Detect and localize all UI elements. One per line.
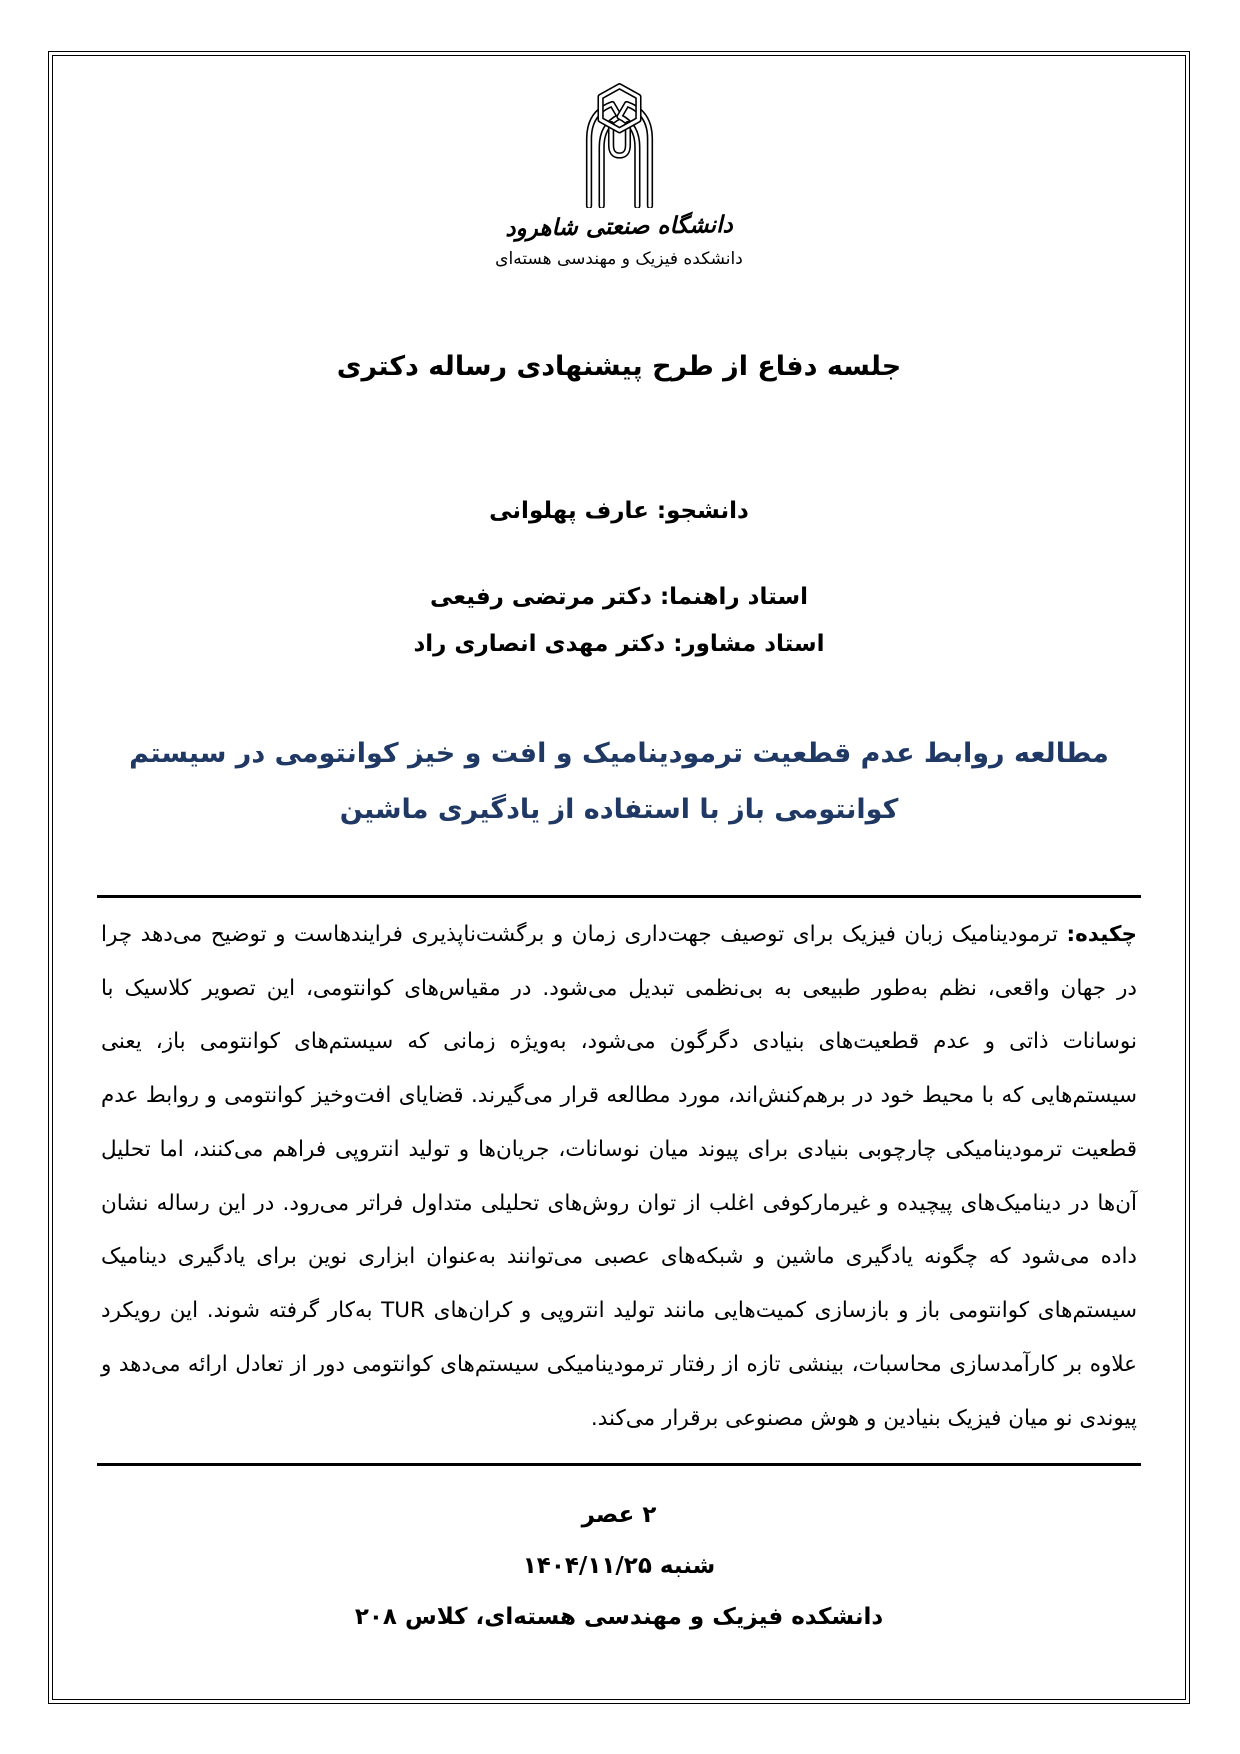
advisor-line: استاد مشاور: دکتر مهدی انصاری راد	[413, 631, 825, 658]
session-title: جلسه دفاع از طرح پیشنهادی رساله دکتری	[336, 351, 902, 382]
advisors-block	[97, 574, 1141, 668]
thesis-title: مطالعه روابط عدم قطعیت ترمودینامیک و افت و خیز کوانتومی در سیستم کوانتومی باز با استفاده از یادگیری ماشین	[129, 738, 1109, 825]
student-line: دانشجو: عارف پهلوانی	[489, 498, 749, 524]
schedule-block	[97, 1490, 1141, 1642]
abstract-section	[97, 895, 1141, 1467]
page-border-frame	[52, 55, 1186, 1700]
faculty-name: دانشکده فیزیک و مهندسی هسته‌ای	[495, 249, 743, 269]
university-name-calligraphy: دانشگاه صنعتی شاهرود	[505, 212, 733, 242]
supervisor-line: استاد راهنما: دکتر مرتضی رفیعی	[429, 584, 808, 610]
schedule-date: شنبه ۱۴۰۴/۱۱/۲۵	[522, 1553, 716, 1580]
schedule-location: دانشکده فیزیک و مهندسی هسته‌ای، کلاس ۲۰۸	[354, 1603, 884, 1630]
abstract-body: ترمودینامیک زبان فیزیک برای توصیف جهت‌داری زمان و برگشت‌ناپذیری فرایندهاست و توضیح می‌دهد چرا در جهان واقعی، نظم به‌طور طبیعی به بی‌نظمی تبدیل می‌شود. در مقیاس‌های کوانتومی، این تصویر کلاسیک با نوسانات ذاتی و عدم قطعیت‌های بنیادی دگرگون می‌شود، به‌ویژه زمانی که سیستم‌های کوانتومی باز، یعنی سیستم‌هایی که با محیط خود در برهم‌کنش‌اند، مورد مطالعه قرار می‌گیرند. قضایای افت‌وخیز کوانتومی و روابط عدم قطعیت ترمودینامیکی چارچوبی بنیادی برای پیوند میان نوسانات، جریان‌ها و تولید انتروپی فراهم می‌کنند، اما تحلیل آن‌ها در دینامیک‌های پیچیده و غیرمارکوفی اغلب از توان روش‌های تحلیلی متداول فراتر می‌رود. در این رساله نشان داده می‌شود که چگونه یادگیری ماشین و شبکه‌های عصبی می‌توانند به‌عنوان ابزاری نوین برای یادگیری دینامیک سیستم‌های کوانتومی باز و بازسازی کمیت‌هایی مانند تولید انتروپی و کران‌های TUR به‌کار گرفته شوند. این رویکرد علاوه بر کارآمدسازی محاسبات، بینشی تازه از رفتار ترمودینامیکی سیستم‌های کوانتومی دور از تعادل ارائه می‌دهد و پیوندی نو میان فیزیک بنیادین و هوش مصنوعی برقرار می‌کند.	[101, 921, 1137, 1431]
schedule-time: ۲ عصر	[581, 1502, 657, 1529]
abstract-label: چکیده:	[1066, 921, 1137, 947]
university-logo	[97, 82, 1141, 212]
